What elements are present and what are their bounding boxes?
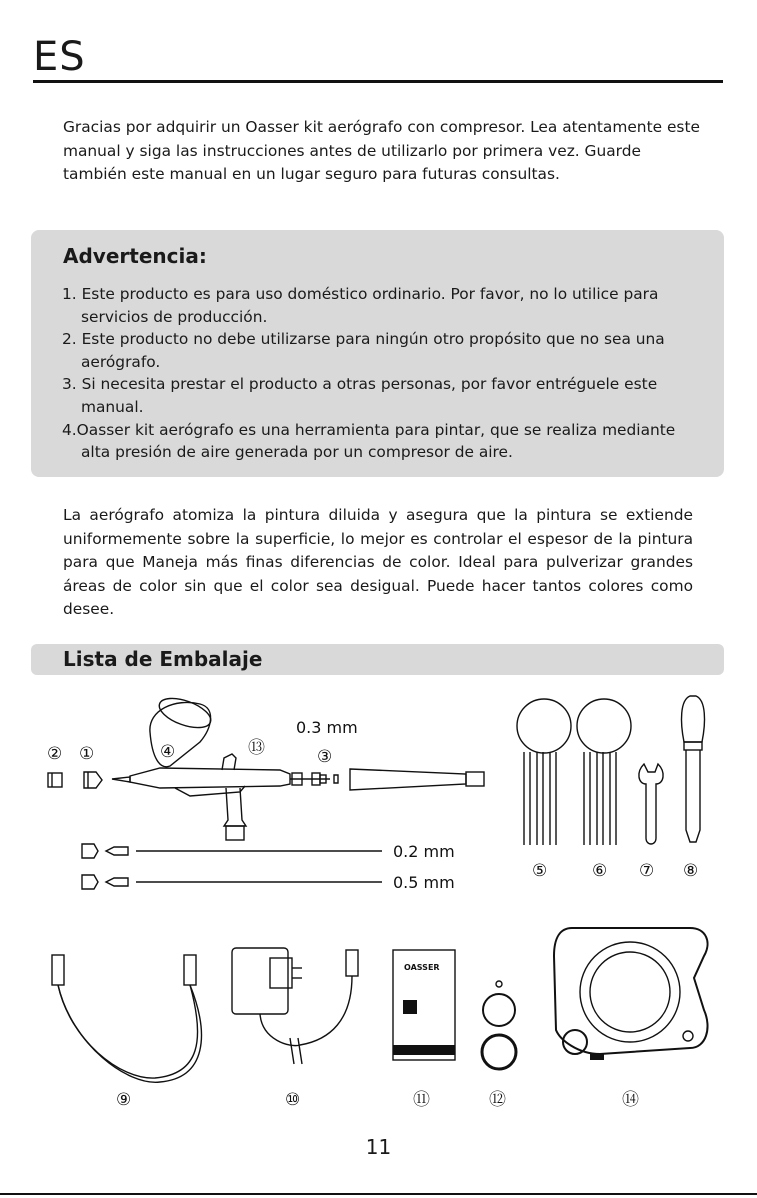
- packing-list-title: Lista de Embalaje: [63, 647, 263, 671]
- packing-list-figure: [0, 680, 757, 1130]
- warning-title: Advertencia:: [63, 244, 207, 268]
- air-hose-icon: [52, 955, 201, 1082]
- size-label-05: 0.5 mm: [393, 873, 455, 892]
- warning-list: [62, 283, 702, 464]
- item-label-13: ⑬: [248, 738, 265, 758]
- wrench-icon: [639, 764, 663, 844]
- item-label-3: ③: [317, 747, 333, 767]
- o-ring-icon: [482, 981, 516, 1069]
- packing-list-bar: [31, 644, 724, 675]
- item-label-7: ⑦: [639, 861, 655, 881]
- item-label-1: ①: [79, 744, 95, 764]
- needle-02-icon: [82, 844, 382, 858]
- cleaning-brush-icon: [517, 699, 631, 845]
- item-label-2: ②: [47, 744, 63, 764]
- compressor-icon: [554, 928, 708, 1060]
- size-label-03: 0.3 mm: [296, 718, 358, 737]
- item-label-14: ⑭: [622, 1090, 639, 1110]
- item-label-9: ⑨: [116, 1090, 132, 1110]
- description-paragraph: La aerógrafo atomiza la pintura diluida y asegura que la pintura se extiende uniformemente sobre la superficie, lo mejor es controlar el espesor de la pintura para que Maneja más finas diferencias de color. Ideal para pulverizar grandes áreas de color sin que el color sea desigual. Puede hacer tantos colores como desee.: [63, 506, 693, 619]
- item-label-4: ④: [160, 742, 176, 762]
- warning-box: [31, 230, 724, 477]
- size-label-02: 0.2 mm: [393, 842, 455, 861]
- nozzle-cap-icon: [48, 772, 102, 788]
- item-label-8: ⑧: [683, 861, 699, 881]
- needle-05-icon: [82, 875, 382, 889]
- warning-item: 1. Este producto es para uso doméstico ordinario. Por favor, no lo utilice para servicios de producción.: [62, 285, 659, 326]
- item-label-11: ⑪: [413, 1090, 430, 1110]
- item-label-6: ⑥: [592, 861, 608, 881]
- item-label-12: ⑫: [489, 1090, 506, 1110]
- language-heading: ES: [33, 34, 86, 80]
- power-adapter-icon: [232, 948, 358, 1064]
- item-label-10: ⑩: [285, 1090, 301, 1110]
- footer-rule: [0, 1193, 757, 1195]
- warning-item: 2. Este producto no debe utilizarse para ningún otro propósito que no sea una aerógrafo.: [62, 330, 665, 371]
- warning-item: 4.Oasser kit aerógrafo es una herramienta para pintar, que se realiza mediante alta presión de aire generada por un compresor de aire.: [62, 420, 676, 462]
- intro-paragraph: Gracias por adquirir un Oasser kit aerógrafo con compresor. Lea atentamente este manual y siga las instrucciones antes de utilizarlo por primera vez. Guarde también este manual en un lugar seguro para futuras consultas.: [63, 118, 700, 184]
- warning-item: 3. Si necesita prestar el producto a otras personas, por favor entréguele este manual.: [62, 375, 658, 416]
- item-label-5: ⑤: [532, 861, 548, 881]
- manual-brand: OASSER: [404, 963, 440, 972]
- pipette-icon: [682, 696, 705, 842]
- airbrush-icon: [112, 692, 484, 840]
- user-manual-icon: [393, 950, 455, 1060]
- page-number: 11: [365, 1135, 392, 1159]
- header-rule: [33, 80, 723, 83]
